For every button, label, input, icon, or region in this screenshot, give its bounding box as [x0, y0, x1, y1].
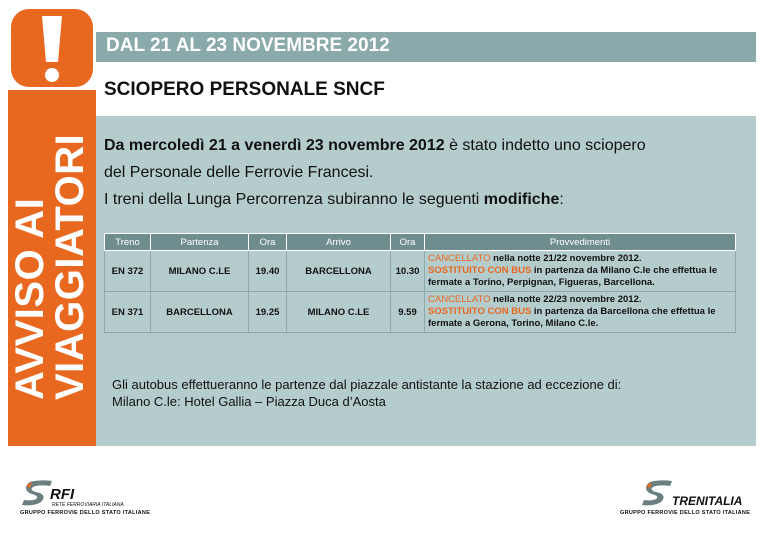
- cell-provvedimenti: [425, 292, 736, 333]
- fs-logo-icon: [20, 478, 54, 508]
- cell-treno: EN 371: [105, 292, 151, 333]
- cancel-label: CANCELLATO: [428, 253, 491, 264]
- cancel-text: nella notte 22/23 novembre 2012.: [490, 294, 642, 305]
- intro-modifiche: modifiche: [483, 191, 560, 208]
- intro-line-2: del Personale delle Ferrovie Francesi.: [104, 164, 374, 181]
- cancel-notice: [428, 294, 732, 306]
- intro-line-1-rest: è stato indetto uno sciopero: [444, 137, 646, 154]
- bus-text: in partenza da Barcellona che effettua le fermate a Gerona, Torino, Milano C.le.: [428, 306, 716, 329]
- trenitalia-group: GRUPPO FERROVIE DELLO STATO ITALIANE: [620, 510, 751, 516]
- cancel-text: nella notte 21/22 novembre 2012.: [490, 253, 642, 264]
- cell-arrivo: BARCELLONA: [287, 251, 391, 292]
- cell-provvedimenti: [425, 251, 736, 292]
- intro-line-1: [104, 132, 736, 159]
- header-ora-partenza: Ora: [249, 234, 287, 251]
- cell-partenza: MILANO C.LE: [151, 251, 249, 292]
- cell-treno: EN 372: [105, 251, 151, 292]
- cell-ora-partenza: 19.25: [249, 292, 287, 333]
- bus-notice: [428, 306, 732, 330]
- rfi-name: RFI: [50, 486, 75, 503]
- bus-text: in partenza da Milano C.le che effettua le fermate a Torino, Perpignan, Figueras, Barcellona.: [428, 265, 718, 288]
- table-row: [105, 251, 736, 292]
- rfi-subtitle: RETE FERROVIARIA ITALIANA: [52, 502, 124, 508]
- header-treno: Treno: [105, 234, 151, 251]
- note-line-2: Milano C.le: Hotel Gallia – Piazza Duca d’Aosta: [112, 394, 386, 409]
- header-ora-arrivo: Ora: [391, 234, 425, 251]
- cell-partenza: BARCELLONA: [151, 292, 249, 333]
- cell-ora-partenza: 19.40: [249, 251, 287, 292]
- header-provvedimenti: Provvedimenti: [425, 234, 736, 251]
- sidebar-line-1: AVVISO AI: [8, 197, 52, 400]
- timetable: [104, 233, 736, 333]
- cell-ora-arrivo: 9.59: [391, 292, 425, 333]
- header-partenza: Partenza: [151, 234, 249, 251]
- intro-line-3-suffix: :: [559, 191, 564, 208]
- table-row: [105, 292, 736, 333]
- intro-text: [104, 132, 744, 213]
- rfi-group: GRUPPO FERROVIE DELLO STATO ITALIANE: [20, 510, 151, 516]
- date-range-title: DAL 21 AL 23 NOVEMBRE 2012: [106, 35, 390, 56]
- sidebar-line-2: VIAGGIATORI: [48, 133, 92, 400]
- cell-arrivo: MILANO C.LE: [287, 292, 391, 333]
- intro-dates: Da mercoledì 21 a venerdì 23 novembre 2012: [104, 137, 445, 154]
- intro-line-3-prefix: I treni della Lunga Percorrenza subiranno le seguenti: [104, 191, 484, 208]
- table-header-row: [105, 234, 736, 251]
- divider: [96, 114, 756, 116]
- bus-notice: [428, 265, 732, 289]
- fs-logo-icon: [640, 478, 674, 508]
- exclamation-icon: [8, 6, 96, 90]
- cell-ora-arrivo: 10.30: [391, 251, 425, 292]
- header-arrivo: Arrivo: [287, 234, 391, 251]
- strike-subject: SCIOPERO PERSONALE SNCF: [104, 79, 385, 100]
- bus-departure-note: [112, 376, 621, 410]
- intro-line-3: [104, 186, 744, 213]
- trenitalia-name: TRENITALIA: [672, 494, 743, 508]
- note-line-1: Gli autobus effettueranno le partenze dal piazzale antistante la stazione ad eccezione di:: [112, 377, 622, 392]
- sidebar-title: [10, 100, 94, 400]
- cancel-notice: [428, 253, 732, 265]
- cancel-label: CANCELLATO: [428, 294, 491, 305]
- bus-label: SOSTITUITO CON BUS: [428, 306, 532, 317]
- bus-label: SOSTITUITO CON BUS: [428, 265, 532, 276]
